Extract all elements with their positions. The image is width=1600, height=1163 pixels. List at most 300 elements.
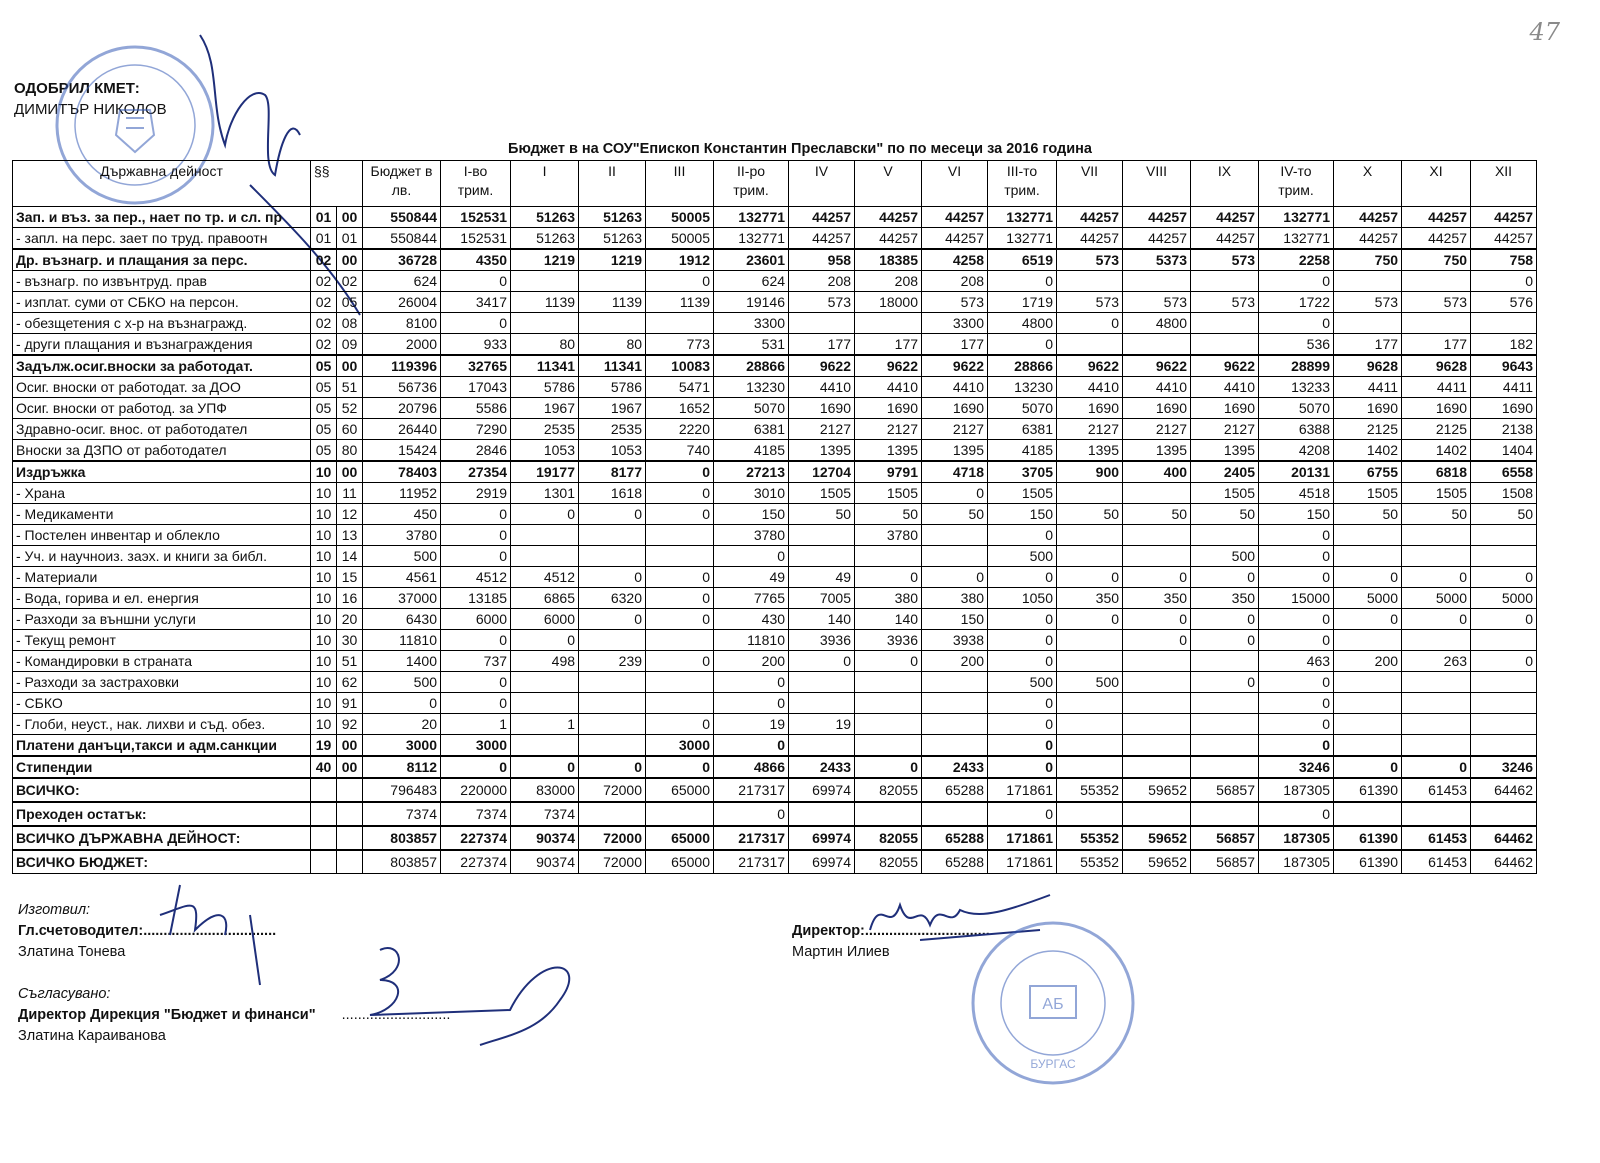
header-col	[789, 161, 855, 207]
row-value	[1471, 672, 1537, 693]
header-col-line2: трим.	[1004, 182, 1040, 198]
row-value	[1471, 802, 1537, 826]
row-value: 50	[789, 504, 855, 525]
row-value: 82055	[855, 778, 922, 802]
row-value: 0	[1057, 609, 1123, 630]
row-value	[1123, 693, 1191, 714]
row-value: 0	[988, 525, 1057, 546]
row-value	[1057, 693, 1123, 714]
row-value: 13185	[441, 588, 511, 609]
row-value: 5070	[714, 398, 789, 419]
row-value: 217317	[714, 850, 789, 874]
header-col-line1: XI	[1429, 163, 1443, 179]
row-code	[311, 778, 337, 802]
row-value: 1395	[1123, 440, 1191, 462]
row-value: 0	[855, 567, 922, 588]
row-value: 0	[646, 461, 714, 483]
row-value: 0	[646, 483, 714, 504]
row-value: 624	[363, 271, 441, 292]
row-name: - Разходи за застраховки	[13, 672, 311, 693]
row-value	[855, 672, 922, 693]
row-value	[646, 630, 714, 651]
row-value: 13233	[1259, 377, 1334, 398]
row-value: 227374	[441, 850, 511, 874]
row-value: 26004	[363, 292, 441, 313]
row-value: 4512	[511, 567, 579, 588]
row-name: - Командировки в страната	[13, 651, 311, 672]
row-value	[789, 525, 855, 546]
row-value	[1334, 271, 1402, 292]
row-value: 1719	[988, 292, 1057, 313]
row-value: 0	[1259, 546, 1334, 567]
row-code: 10	[311, 461, 337, 483]
row-value	[1191, 735, 1259, 757]
row-value: 82055	[855, 850, 922, 874]
chief-accountant-name: Златина Тонева	[18, 944, 126, 960]
row-value	[1123, 483, 1191, 504]
row-value: 796483	[363, 778, 441, 802]
row-value: 1690	[1471, 398, 1537, 419]
row-value: 4800	[1123, 313, 1191, 334]
row-code: 10	[311, 651, 337, 672]
row-value: 2433	[922, 756, 988, 778]
row-value	[789, 693, 855, 714]
row-value	[511, 735, 579, 757]
table-header-row	[13, 161, 1537, 207]
row-value: 958	[789, 249, 855, 271]
row-value: 0	[1123, 567, 1191, 588]
row-value	[1123, 756, 1191, 778]
row-value: 1967	[579, 398, 646, 419]
row-value: 9622	[1191, 355, 1259, 377]
header-col-line1: IX	[1217, 163, 1232, 179]
row-value: 150	[988, 504, 1057, 525]
row-value: 4410	[1057, 377, 1123, 398]
row-value: 1139	[511, 292, 579, 313]
header-col	[363, 161, 441, 207]
row-value: 51263	[579, 228, 646, 250]
row-value: 150	[922, 609, 988, 630]
row-name: - СБКО	[13, 693, 311, 714]
header-col-line2: трим.	[1278, 182, 1314, 198]
row-value	[1471, 714, 1537, 735]
row-value: 78403	[363, 461, 441, 483]
row-value: 72000	[579, 778, 646, 802]
row-value: 0	[714, 693, 789, 714]
row-value: 28899	[1259, 355, 1334, 377]
row-value: 0	[789, 651, 855, 672]
director-finance-name: Златина Караиванова	[18, 1028, 166, 1044]
row-value: 1505	[1191, 483, 1259, 504]
row-value: 0	[855, 756, 922, 778]
row-value: 3705	[988, 461, 1057, 483]
row-value	[1334, 525, 1402, 546]
header-col-line1: III-то	[1006, 163, 1038, 179]
row-name: ВСИЧКО БЮДЖЕТ:	[13, 850, 311, 874]
header-col-line1: I	[542, 163, 547, 179]
row-value: 61390	[1334, 826, 1402, 850]
row-value: 152531	[441, 228, 511, 250]
header-col-line1: VII	[1080, 163, 1099, 179]
row-value: 3010	[714, 483, 789, 504]
table-row	[13, 525, 1537, 546]
row-value: 3000	[363, 735, 441, 757]
row-code: 10	[311, 609, 337, 630]
page-number: 47	[1529, 18, 1560, 46]
row-code: 02	[337, 271, 363, 292]
row-value: 0	[988, 735, 1057, 757]
row-value: 1402	[1402, 440, 1471, 462]
row-value: 750	[1334, 249, 1402, 271]
row-value: 0	[988, 567, 1057, 588]
row-value: 187305	[1259, 778, 1334, 802]
row-value: 220000	[441, 778, 511, 802]
row-code: 51	[337, 651, 363, 672]
row-code: 05	[311, 377, 337, 398]
row-value: 44257	[1191, 228, 1259, 250]
table-row	[13, 546, 1537, 567]
row-code: 19	[311, 735, 337, 757]
row-value: 8112	[363, 756, 441, 778]
row-value: 177	[855, 334, 922, 356]
row-name: Здравно-осиг. внос. от работодател	[13, 419, 311, 440]
row-value: 0	[714, 735, 789, 757]
row-value: 44257	[1471, 228, 1537, 250]
row-value: 59652	[1123, 778, 1191, 802]
row-value: 177	[1334, 334, 1402, 356]
row-name: - други плащания и възнаграждения	[13, 334, 311, 356]
header-col-line1: IV-то	[1280, 163, 1312, 179]
table-row	[13, 693, 1537, 714]
row-value: 3300	[922, 313, 988, 334]
row-value: 1652	[646, 398, 714, 419]
row-value	[1402, 672, 1471, 693]
row-value: 6381	[988, 419, 1057, 440]
row-value: 500	[1057, 672, 1123, 693]
row-value: 4185	[714, 440, 789, 462]
row-value: 0	[1334, 609, 1402, 630]
row-name: Платени данъци,такси и адм.санкции	[13, 735, 311, 757]
row-value: 0	[1402, 567, 1471, 588]
row-value: 0	[646, 609, 714, 630]
row-value: 6430	[363, 609, 441, 630]
row-value: 803857	[363, 850, 441, 874]
row-value	[1471, 525, 1537, 546]
row-code: 00	[337, 756, 363, 778]
row-value: 1505	[1334, 483, 1402, 504]
row-value: 0	[1334, 756, 1402, 778]
row-value: 44257	[855, 207, 922, 228]
table-row	[13, 504, 1537, 525]
row-value: 4410	[922, 377, 988, 398]
row-value: 65288	[922, 850, 988, 874]
table-row	[13, 355, 1537, 377]
row-code: 10	[311, 693, 337, 714]
row-value: 61453	[1402, 826, 1471, 850]
row-value: 350	[1123, 588, 1191, 609]
table-row	[13, 651, 1537, 672]
row-value: 9628	[1402, 355, 1471, 377]
row-value: 3936	[855, 630, 922, 651]
row-value	[579, 693, 646, 714]
row-value: 0	[988, 334, 1057, 356]
row-value: 0	[511, 630, 579, 651]
row-value: 1400	[363, 651, 441, 672]
row-value: 132771	[1259, 207, 1334, 228]
row-value: 227374	[441, 826, 511, 850]
row-value: 350	[1191, 588, 1259, 609]
row-value: 3000	[441, 735, 511, 757]
chief-accountant-label: Гл.счетоводител:.................................	[18, 923, 277, 939]
row-value: 0	[1191, 609, 1259, 630]
row-value: 500	[988, 672, 1057, 693]
row-code: 30	[337, 630, 363, 651]
row-value: 69974	[789, 826, 855, 850]
row-value: 44257	[1057, 228, 1123, 250]
row-value	[511, 271, 579, 292]
row-value	[1402, 802, 1471, 826]
row-value: 171861	[988, 826, 1057, 850]
row-value: 0	[511, 756, 579, 778]
row-value: 4410	[789, 377, 855, 398]
row-value	[1402, 546, 1471, 567]
row-value: 0	[441, 313, 511, 334]
row-value: 17043	[441, 377, 511, 398]
row-code: 10	[311, 672, 337, 693]
row-value: 44257	[1123, 207, 1191, 228]
row-value: 0	[579, 756, 646, 778]
row-value: 49	[789, 567, 855, 588]
row-name: - обезщетения с х-р на възнагражд.	[13, 313, 311, 334]
row-value	[1402, 735, 1471, 757]
row-value: 0	[714, 672, 789, 693]
row-value: 1690	[1123, 398, 1191, 419]
row-name: Преходен остатък:	[13, 802, 311, 826]
row-value: 64462	[1471, 850, 1537, 874]
row-value	[1123, 672, 1191, 693]
row-value: 1690	[922, 398, 988, 419]
row-value: 0	[855, 651, 922, 672]
row-name: - Материали	[13, 567, 311, 588]
row-value	[1123, 525, 1191, 546]
row-value: 2535	[579, 419, 646, 440]
row-value: 65288	[922, 826, 988, 850]
row-value: 18000	[855, 292, 922, 313]
row-value: 0	[988, 693, 1057, 714]
row-code: 10	[311, 483, 337, 504]
row-value: 6000	[441, 609, 511, 630]
row-value	[511, 525, 579, 546]
row-value: 1395	[922, 440, 988, 462]
row-value: 3000	[646, 735, 714, 757]
row-value	[646, 672, 714, 693]
table-row	[13, 567, 1537, 588]
header-col	[922, 161, 988, 207]
row-value: 50	[922, 504, 988, 525]
table-row	[13, 313, 1537, 334]
table-row	[13, 377, 1537, 398]
row-value	[579, 546, 646, 567]
row-value	[1123, 802, 1191, 826]
row-name: - Храна	[13, 483, 311, 504]
row-value: 19	[789, 714, 855, 735]
row-value: 0	[1259, 609, 1334, 630]
row-value: 51263	[511, 207, 579, 228]
row-value: 2127	[922, 419, 988, 440]
row-value: 200	[1334, 651, 1402, 672]
row-value	[579, 313, 646, 334]
row-value: 82055	[855, 826, 922, 850]
row-code: 10	[311, 588, 337, 609]
prepared-label: Изготвил:	[18, 902, 91, 918]
row-value: 90374	[511, 826, 579, 850]
row-value	[1057, 525, 1123, 546]
row-value: 933	[441, 334, 511, 356]
row-value: 3300	[714, 313, 789, 334]
row-code: 05	[311, 355, 337, 377]
row-code: 10	[311, 504, 337, 525]
row-value: 0	[1334, 567, 1402, 588]
row-code: 01	[311, 207, 337, 228]
row-value	[789, 546, 855, 567]
row-name: Задълж.осиг.вноски за работодат.	[13, 355, 311, 377]
row-value: 1395	[1057, 440, 1123, 462]
row-value: 19	[714, 714, 789, 735]
row-value: 19146	[714, 292, 789, 313]
row-value: 3246	[1259, 756, 1334, 778]
row-value	[579, 271, 646, 292]
document-title: Бюджет в на СОУ"Епископ Константин Преславски" по по месеци за 2016 година	[508, 141, 1092, 157]
row-code: 91	[337, 693, 363, 714]
budget-table	[12, 160, 1537, 874]
row-name: - Текущ ремонт	[13, 630, 311, 651]
row-value: 500	[1191, 546, 1259, 567]
row-name: - Глоби, неуст., нак. лихви и съд. обез.	[13, 714, 311, 735]
row-value	[789, 313, 855, 334]
header-col-line1: III	[673, 163, 686, 179]
row-name: - Разходи за външни услуги	[13, 609, 311, 630]
row-value: 56736	[363, 377, 441, 398]
row-value	[1191, 714, 1259, 735]
row-value: 217317	[714, 826, 789, 850]
row-value: 1505	[789, 483, 855, 504]
row-value: 0	[1471, 567, 1537, 588]
row-name: - Уч. и научноиз. заэх. и книги за библ.	[13, 546, 311, 567]
table-row	[13, 419, 1537, 440]
table-row	[13, 714, 1537, 735]
row-value: 750	[1402, 249, 1471, 271]
row-value: 1690	[1191, 398, 1259, 419]
header-col-line1: IV	[814, 163, 829, 179]
row-value: 4410	[1123, 377, 1191, 398]
row-value: 13230	[988, 377, 1057, 398]
row-name: - Вода, горива и ел. енергия	[13, 588, 311, 609]
row-code	[337, 802, 363, 826]
row-value: 803857	[363, 826, 441, 850]
header-col-line2: трим.	[457, 182, 494, 198]
row-value: 9791	[855, 461, 922, 483]
row-value: 27354	[441, 461, 511, 483]
row-value: 4411	[1471, 377, 1537, 398]
row-value: 573	[1191, 292, 1259, 313]
row-value: 0	[1259, 693, 1334, 714]
row-value	[646, 546, 714, 567]
row-value: 0	[714, 546, 789, 567]
row-value: 3780	[714, 525, 789, 546]
row-value: 55352	[1057, 850, 1123, 874]
row-value: 0	[441, 672, 511, 693]
row-value: 1301	[511, 483, 579, 504]
row-value: 0	[1259, 735, 1334, 757]
header-col-line2: трим.	[733, 182, 769, 198]
row-value	[1334, 693, 1402, 714]
header-col	[714, 161, 789, 207]
row-value: 1	[511, 714, 579, 735]
row-value: 380	[922, 588, 988, 609]
header-col	[646, 161, 714, 207]
row-value: 2846	[441, 440, 511, 462]
row-value: 177	[922, 334, 988, 356]
director-finance-dots: ...........................	[341, 1007, 451, 1023]
row-value: 6000	[511, 609, 579, 630]
row-value	[1191, 334, 1259, 356]
header-col	[855, 161, 922, 207]
row-value: 0	[646, 567, 714, 588]
row-value: 51263	[579, 207, 646, 228]
table-row	[13, 778, 1537, 802]
row-value: 0	[922, 567, 988, 588]
row-value	[922, 693, 988, 714]
row-value: 50	[1191, 504, 1259, 525]
row-value: 0	[988, 609, 1057, 630]
row-value: 576	[1471, 292, 1537, 313]
row-value: 0	[646, 271, 714, 292]
row-value: 140	[855, 609, 922, 630]
row-value: 65288	[922, 778, 988, 802]
row-value: 9622	[1057, 355, 1123, 377]
row-value: 56857	[1191, 850, 1259, 874]
row-value: 187305	[1259, 826, 1334, 850]
row-code: 02	[311, 292, 337, 313]
row-value: 263	[1402, 651, 1471, 672]
row-value: 0	[1259, 714, 1334, 735]
row-value: 11810	[363, 630, 441, 651]
row-value: 171861	[988, 778, 1057, 802]
row-value: 6755	[1334, 461, 1402, 483]
row-value	[789, 802, 855, 826]
row-value	[1334, 546, 1402, 567]
row-value: 2127	[855, 419, 922, 440]
table-row	[13, 207, 1537, 228]
row-value	[1057, 802, 1123, 826]
row-value: 430	[714, 609, 789, 630]
row-value: 28866	[988, 355, 1057, 377]
table-row	[13, 588, 1537, 609]
row-value: 55352	[1057, 778, 1123, 802]
row-value: 0	[1259, 672, 1334, 693]
row-value	[855, 735, 922, 757]
row-code: 14	[337, 546, 363, 567]
row-code: 11	[337, 483, 363, 504]
row-value: 20131	[1259, 461, 1334, 483]
row-value: 0	[988, 651, 1057, 672]
row-value: 1967	[511, 398, 579, 419]
row-value: 177	[1402, 334, 1471, 356]
row-value: 61390	[1334, 778, 1402, 802]
row-value: 5471	[646, 377, 714, 398]
row-value: 72000	[579, 826, 646, 850]
row-value: 0	[363, 693, 441, 714]
